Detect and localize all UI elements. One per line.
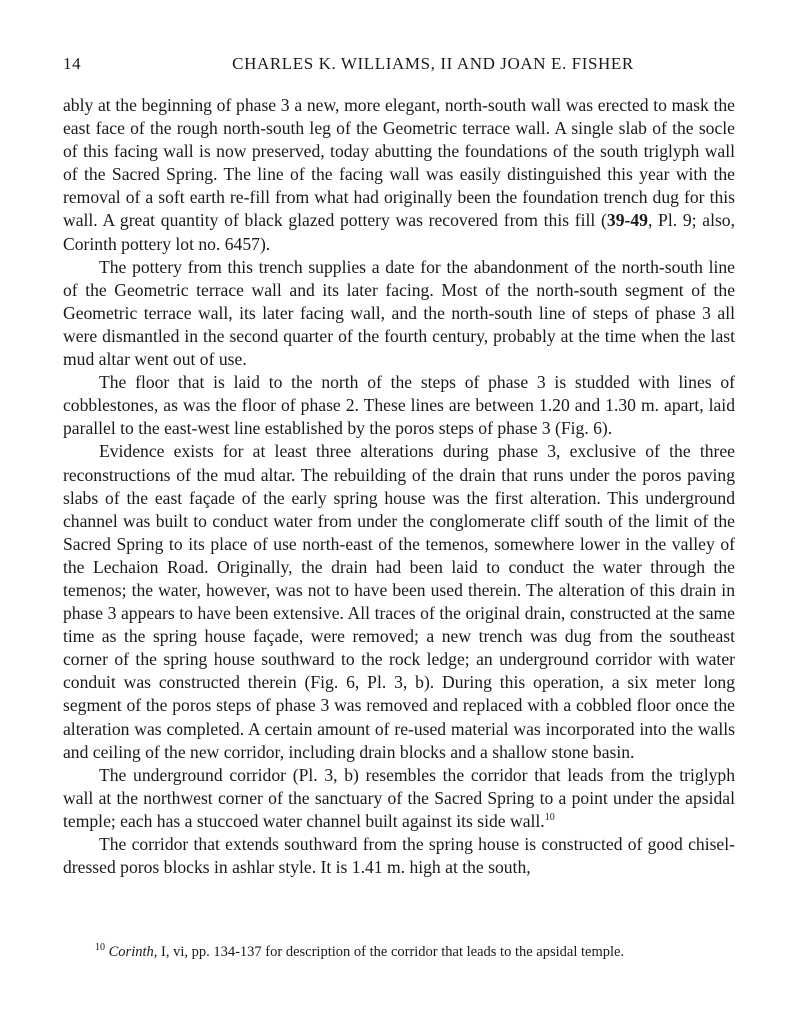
paragraph-3: The floor that is laid to the north of the steps of phase 3 is studded with lines of cobblestones, as was the floor of phase 2. These lines are between 1.20 and 1.30 m. apart, laid parallel to the east-west line established by the poros steps of phase 3 (Fig. 6). — [63, 372, 735, 439]
page — [63, 54, 735, 879]
footnote — [63, 943, 735, 961]
footnote-marker: 10 — [544, 812, 555, 824]
paragraph-1: ably at the beginning of phase 3 a new, more elegant, north-south wall was erected to mask the east face of the rough north-south leg of the Geometric terrace wall. A single slab of the socle of this facing wall is now preserved, today abutting the foundations of the south triglyph wall of the Sacred Spring. The line of the facing wall was easily distinguished this year with the removal of a soft earth re-fill from what had originally been the foundation trench dug for this wall. A great quantity of black glazed pottery was recovered from this fill (39-49, Pl. 9; also, Corinth pottery lot no. 6457). — [63, 95, 735, 254]
paragraph-4: Evidence exists for at least three alterations during phase 3, exclusive of the three reconstructions of the mud altar. The rebuilding of the drain that runs under the poros paving slabs of the east façade of the early spring house was the first alteration. This underground channel was built to conduct water from under the conglomerate cliff south of the limit of the Sacred Spring to its place of use north-east of the temenos, somewhere lower in the valley of the Lechaion Road. Originally, the drain had been laid to conduct the water through the temenos; the water, however, was not to have been used therein. The alteration of this drain in phase 3 appears to have been extensive. All traces of the original drain, constructed at the same time as the spring house façade, were removed; a new trench was dug from the southeast corner of the spring house southward to the rock ledge; an underground corridor with water conduit was constructed therein (Fig. 6, Pl. 3, b). During this operation, a six meter long segment of the poros steps of phase 3 was removed and replaced with a cobbled floor once the alteration was completed. A certain amount of re-used material was incorporated into the walls and ceiling of the new corridor, including drain blocks and a shallow stone basin. — [63, 441, 735, 762]
paragraph-5: The underground corridor (Pl. 3, b) resembles the corridor that leads from the triglyph wall at the northwest corner of the sanctuary of the Sacred Spring to a point under the apsidal temple; each has a stuccoed water channel built against its side wall.$^{10}$ — [63, 764, 735, 831]
running-head — [63, 54, 735, 80]
footnote-number: 10 — [95, 942, 105, 954]
paragraph-6: The corridor that extends southward from the spring house is constructed of good chisel-dressed poros blocks in ashlar style. It is 1.41 m. high at the south, — [63, 834, 735, 878]
paragraph-2: The pottery from this trench supplies a date for the abandonment of the north-south line of the Geometric terrace wall and its later facing. Most of the north-south segment of the Geometric terrace wall, its later facing wall, and the north-south line of steps of phase 3 all were dismantled in the second quarter of the fourth century, probably at the time when the last mud altar went out of use. — [63, 256, 735, 370]
footnote-title: Corinth — [108, 944, 154, 960]
footnote-text: , I, vi, pp. 134-137 for description of the corridor that leads to the apsidal temple. — [153, 944, 625, 960]
page-number: 14 — [63, 54, 82, 73]
running-title: CHARLES K. WILLIAMS, II AND JOAN E. FISHER — [232, 54, 634, 73]
catalogue-reference: 39-49 — [606, 210, 648, 231]
body-text — [63, 94, 735, 879]
